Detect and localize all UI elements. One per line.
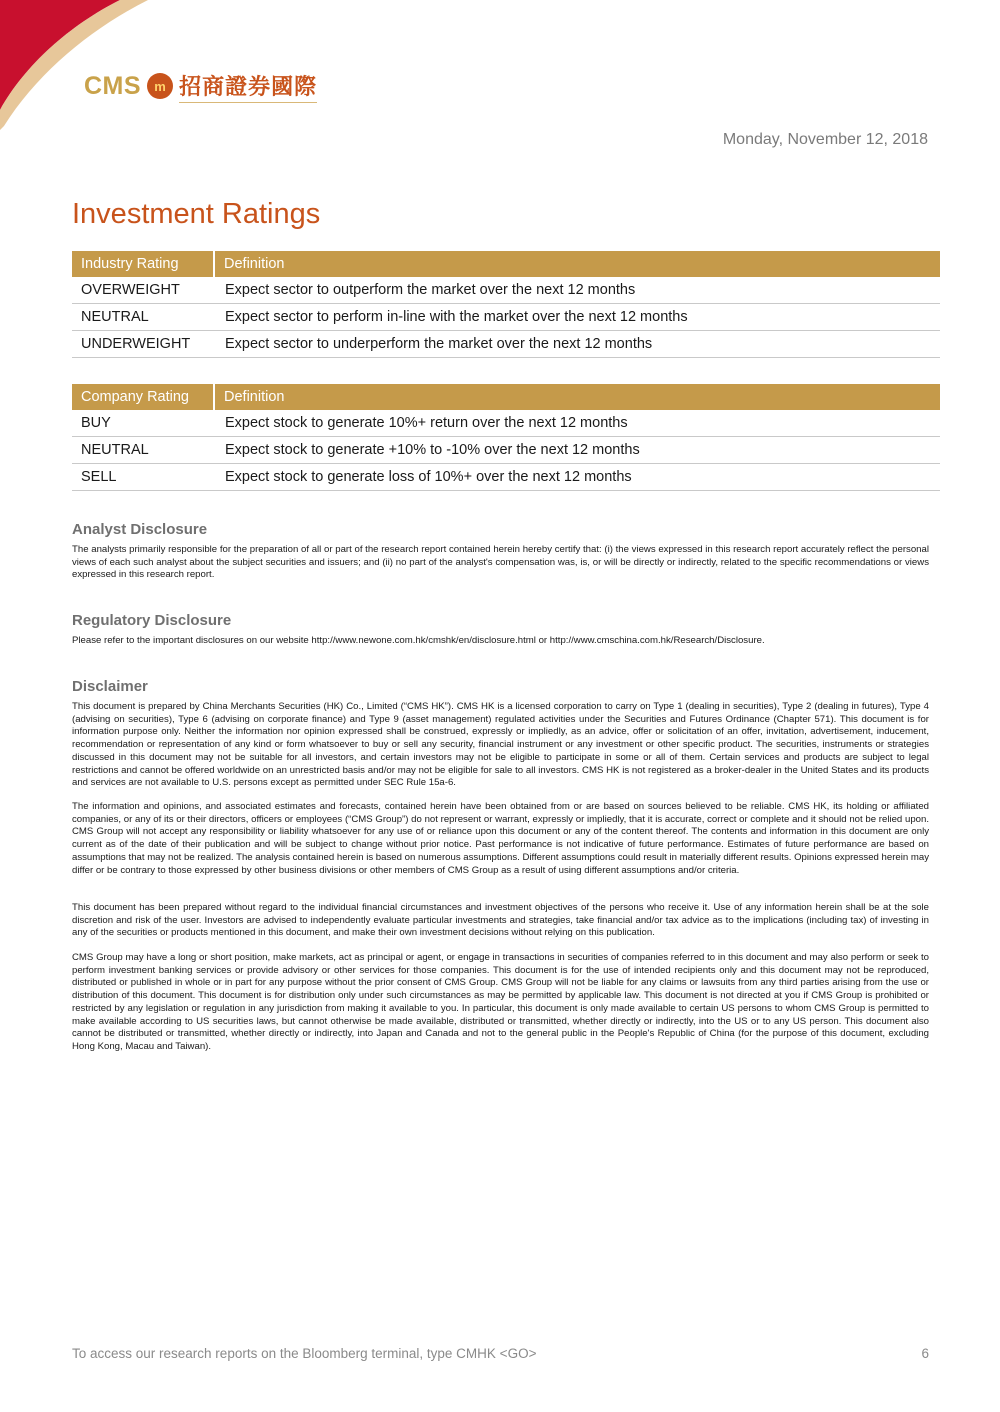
disclaimer-paragraph-3: This document has been prepared without regard to the individual financial circumstances and investment objectives of the persons who receive it. Use of any information herein shall be at the sole discretion and risk of the user. Investors are advised to independently evaluate particular investments and strategies, take financial and/or tax advice as to the implications (including tax) of investing in any of the securities or products mentioned in this document, and make their own investment decisions without relying on this publication. bbox=[72, 902, 929, 939]
rating-cell: SELL bbox=[72, 464, 214, 491]
table-row bbox=[72, 464, 940, 491]
industry-rating-table bbox=[72, 251, 940, 358]
definition-cell: Expect sector to outperform the market over the next 12 months bbox=[214, 277, 940, 304]
analyst-disclosure-heading: Analyst Disclosure bbox=[72, 521, 208, 538]
definition-cell: Expect sector to underperform the market over the next 12 months bbox=[214, 331, 940, 358]
logo-text: CMS bbox=[84, 71, 142, 100]
table-header-row bbox=[72, 251, 940, 277]
rating-cell: NEUTRAL bbox=[72, 304, 214, 331]
rating-cell: UNDERWEIGHT bbox=[72, 331, 214, 358]
table-row bbox=[72, 277, 940, 304]
definition-cell: Expect stock to generate 10%+ return over the next 12 months bbox=[214, 410, 940, 437]
table-row bbox=[72, 331, 940, 358]
disclaimer-paragraph-4: CMS Group may have a long or short position, make markets, act as principal or agent, or engage in transactions in securities of companies referred to in this document and may also perform or seek to perform investment banking services or provide advisory or other services for those companies. This document is for the use of intended recipients only and this document may not be reproduced, distributed or published in whole or in part for any purpose without the prior consent of CMS Group. CMS Group will not be liable for any claims or lawsuits from any third parties arising from the use or distribution of this document. This document is for distribution only under such circumstances as may be permitted by applicable law. This document is not directed at you if CMS Group is prohibited or restricted by any legislation or regulation in any jurisdiction from making it available to you. In particular, this document is only made available to certain US persons to whom CMS Group is permitted to make available according to US securities laws, but cannot otherwise be made available, distributed or transmitted, whether directly or indirectly, into the US or to any US person. This document also cannot be distributed or transmitted, whether directly or indirectly, into Japan and Canada and not to the general public in the People's Republic of China (for the purpose of this document, excluding Hong Kong, Macau and Taiwan). bbox=[72, 952, 929, 1052]
definition-cell: Expect sector to perform in-line with the market over the next 12 months bbox=[214, 304, 940, 331]
footer-bloomberg-note: To access our research reports on the Bloomberg terminal, type CMHK <GO> bbox=[72, 1346, 537, 1361]
definition-cell: Expect stock to generate +10% to -10% over the next 12 months bbox=[214, 437, 940, 464]
logo-chinese-name: 招商證券國際 bbox=[179, 70, 317, 103]
analyst-disclosure-text: The analysts primarily responsible for the preparation of all or part of the research report contained herein hereby certify that: (i) the views expressed in this research report accurately reflect the personal views of each such analyst about the subject securities and issuers; and (ii) no part of the analyst's compensation was, is, or will be directly or indirectly, related to the specific recommendations or views expressed in this research report. bbox=[72, 544, 929, 581]
column-header: Definition bbox=[214, 384, 940, 410]
logo-emblem-icon: m bbox=[147, 73, 173, 99]
disclaimer-paragraph-1: This document is prepared by China Merchants Securities (HK) Co., Limited (“CMS HK”). CMS HK is a licensed corporation to carry on Type 1 (dealing in securities), Type 2 (dealing in futures), Type 4 (advising on securities), Type 6 (advising on corporate finance) and Type 9 (asset management) regulated activities under the Securities and Futures Ordinance (Chapter 571). This document is for information purpose only. Neither the information nor opinion expressed shall be construed, expressly or impliedly, as an advice, offer or solicitation of an offer, invitation, advertisement, inducement, recommendation or representation of any kind or form whatsoever to buy or sell any security, financial instrument or any investment or other specific product. The securities, instruments or strategies discussed in this document may not be suitable for all investors, and certain investors may not be eligible to participate in some or all of them. Certain services and products are subject to legal restrictions and cannot be offered worldwide on an unrestricted basis and/or may not be eligible for sale to all investors. CMS HK is not registered as a broker-dealer in the United States and its products and services are not available to U.S. persons except as permitted under SEC Rule 15a-6. bbox=[72, 701, 929, 789]
page-number: 6 bbox=[921, 1346, 929, 1361]
company-rating-table bbox=[72, 384, 940, 491]
column-header: Definition bbox=[214, 251, 940, 277]
table-row bbox=[72, 304, 940, 331]
table-header-row bbox=[72, 384, 940, 410]
rating-cell: NEUTRAL bbox=[72, 437, 214, 464]
regulatory-disclosure-heading: Regulatory Disclosure bbox=[72, 612, 232, 629]
company-logo bbox=[84, 70, 317, 102]
regulatory-disclosure-text: Please refer to the important disclosures on our website http://www.newone.com.hk/cmshk/en/disclosure.html or http://www.cmschina.com.hk/Research/Disclosure. bbox=[72, 635, 765, 646]
rating-cell: BUY bbox=[72, 410, 214, 437]
column-header: Company Rating bbox=[72, 384, 214, 410]
table-row bbox=[72, 437, 940, 464]
disclaimer-paragraph-2: The information and opinions, and associated estimates and forecasts, contained herein have been obtained from or are based on sources believed to be reliable. CMS HK, its holding or affiliated companies, or any of its or their directors, officers or employees (“CMS Group”) do not represent or warrant, expressly or impliedly, that it is accurate, correct or complete and it should not be relied upon. CMS Group will not accept any responsibility or liability whatsoever for any use of or reliance upon this document or any of the content thereof. The contents and information in this document are only current as of the date of their publication and will be subject to change without prior notice. Past performance is not indicative of future performance. Estimates of future performance are based on assumptions that may not be realized. The analysis contained herein is based on numerous assumptions. Different assumptions could result in materially different results. Opinions expressed herein may differ or be contrary to those expressed by other business divisions or other members of CMS Group as a result of using different assumptions and/or criteria. bbox=[72, 801, 929, 876]
page-title: Investment Ratings bbox=[72, 198, 321, 230]
corner-swoosh-decoration bbox=[0, 0, 160, 130]
column-header: Industry Rating bbox=[72, 251, 214, 277]
rating-cell: OVERWEIGHT bbox=[72, 277, 214, 304]
disclaimer-heading: Disclaimer bbox=[72, 678, 148, 695]
definition-cell: Expect stock to generate loss of 10%+ over the next 12 months bbox=[214, 464, 940, 491]
report-date: Monday, November 12, 2018 bbox=[722, 131, 928, 148]
table-row bbox=[72, 410, 940, 437]
